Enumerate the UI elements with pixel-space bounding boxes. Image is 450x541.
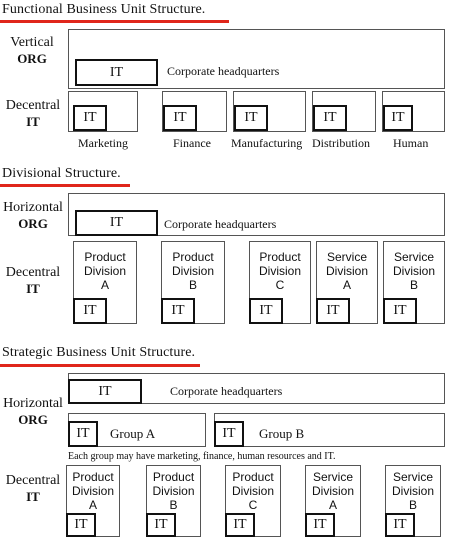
decentral-label-bold: IT [26,489,40,504]
unit-it-box: IT [73,105,107,131]
unit-label-distribution: Distribution [312,136,371,150]
division-name: Service Division B [391,470,434,512]
division-name: Product Division C [231,470,274,512]
unit-label-manufacturing: Manufacturing [231,136,303,150]
decentral-it-label [2,98,64,130]
group-it-box: IT [214,421,244,447]
hq-it-box: IT [75,210,158,236]
functional-title-underline [0,20,229,23]
division-it-box: IT [385,513,415,537]
hq-label: Corporate headquarters [167,64,280,78]
org-label-text: Horizontal [3,396,63,411]
division-it-box: IT [73,298,107,324]
group-note: Each group may have marketing, finance, human resources and IT. [68,451,336,462]
unit-it-box: IT [313,105,347,131]
hq-it-box: IT [75,59,158,86]
org-label-bold: ORG [17,51,47,66]
hq-label: Corporate headquarters [164,217,277,231]
decentral-it-label [2,265,64,297]
group-box-b [214,413,445,447]
division-name: Product Division A [71,470,114,512]
group-label-b: Group B [259,426,305,441]
unit-it-box: IT [163,105,197,131]
org-label-text: Vertical [10,35,54,50]
division-name: Product Division B [171,250,214,292]
division-it-box: IT [249,298,283,324]
division-it-box: IT [225,513,255,537]
group-it-box: IT [68,421,98,447]
division-it-box: IT [305,513,335,537]
org-label-text: Horizontal [3,200,63,215]
division-name: Service Division A [311,470,354,512]
division-name: Service Division A [325,250,368,292]
division-name: Product Division C [258,250,301,292]
unit-it-box: IT [234,105,268,131]
decentral-label-bold: IT [26,281,40,296]
divisional-title-underline [0,184,130,187]
division-name: Product Division B [152,470,195,512]
division-name: Service Division B [392,250,435,292]
sbu-section-title: Strategic Business Unit Structure. [2,345,196,360]
division-it-box: IT [146,513,176,537]
division-name: Product Division A [83,250,126,292]
org-label-bold: ORG [18,412,48,427]
hq-it-box: IT [68,379,142,404]
hq-label: Corporate headquarters [170,384,283,398]
division-it-box: IT [66,513,96,537]
decentral-label-text: Decentral [5,98,61,113]
division-it-box: IT [383,298,417,324]
vertical-org-label [6,35,58,67]
decentral-label-text: Decentral [5,473,61,488]
division-it-box: IT [161,298,195,324]
unit-label-marketing: Marketing [78,136,128,150]
unit-it-box: IT [383,105,413,131]
sbu-title-underline [0,364,200,367]
decentral-it-label [2,473,64,505]
decentral-label-text: Decentral [5,265,61,280]
org-label-bold: ORG [18,216,48,231]
horizontal-org-label [2,396,64,428]
functional-section-title: Functional Business Unit Structure. [2,2,206,17]
group-label-a: Group A [110,426,156,441]
horizontal-org-label [2,200,64,232]
unit-label-human: Human [393,136,429,150]
decentral-label-bold: IT [26,114,40,129]
unit-label-finance: Finance [173,136,211,150]
division-it-box: IT [316,298,350,324]
divisional-section-title: Divisional Structure. [2,166,121,181]
